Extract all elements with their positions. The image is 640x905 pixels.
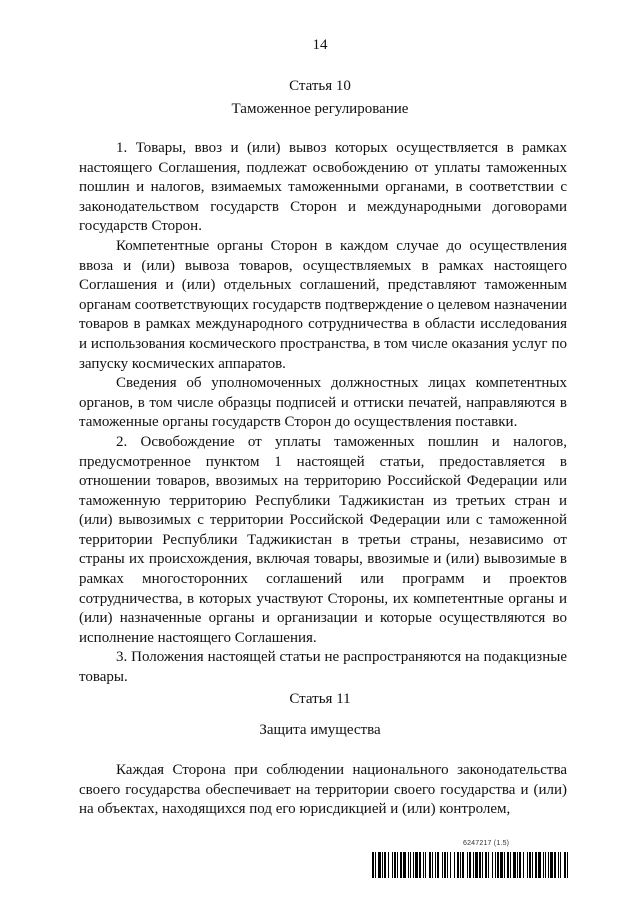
article-11-body <box>79 761 567 820</box>
article-10-body <box>79 139 567 688</box>
article-10-paragraph-5: 3. Положения настоящей статьи не распространяются на подакцизные товары. <box>79 649 567 686</box>
article-11-paragraph-1: Каждая Сторона при соблюдении национального законодательства своего государства обеспечивает на территории своего государства и (или) на объектах, находящихся под его юрисдикцией и (или) контролем, <box>79 762 567 818</box>
document-code: 6247217 (1.5) <box>463 840 510 847</box>
article-10-title: Статья 10 <box>289 78 351 94</box>
article-10-paragraph-1: 1. Товары, ввоз и (или) вывоз которых осуществляется в рамках настоящего Соглашения, подлежат освобождению от уплаты таможенных пошлин и налогов, взимаемых таможенными органами, в соответствии с законодательством государств Сторон и международными договорами государств Сторон. <box>79 140 567 235</box>
article-11-subtitle: Защита имущества <box>259 722 381 738</box>
article-10-paragraph-3: Сведения об уполномоченных должностных лицах компетентных органов, в том числе образцы подписей и оттиски печатей, направляются в таможенные органы государств Сторон до осуществления поставки. <box>79 375 567 431</box>
article-10-subtitle: Таможенное регулирование <box>231 101 409 117</box>
page-number: 14 <box>312 37 328 53</box>
article-10-paragraph-4: 2. Освобождение от уплаты таможенных пошлин и налогов, предусмотренное пунктом 1 настоящей статьи, предоставляется в отношении товаров, ввозимых на территорию Российской Федерации или таможенную территорию Республики Таджикистан из третьих стран и (или) вывозимых с территории Российской Федерации или с таможенной территории Республики Таджикистан в третьи страны, независимо от страны их происхождения, включая товары, ввозимые и (или) вывозимые в рамках многосторонних соглашений или программ и проектов сотрудничества, в которых участвуют Стороны, их компетентные органы и (или) назначенные органы и организации и которые осуществляются во исполнение настоящего Соглашения. <box>79 433 567 646</box>
article-11-title: Статья 11 <box>289 691 351 707</box>
barcode-image <box>372 852 568 878</box>
article-10-paragraph-2: Компетентные органы Сторон в каждом случае до осуществления ввоза и (или) вывоза товаров, осуществляемых в рамках настоящего Соглашения и (или) отдельных соглашений, представляют таможенным органам соответствующих государств подтверждение о целевом назначении товаров в рамках международного сотрудничества в области исследования и использования космического пространства, в том числе оказания услуг по запуску космических аппаратов. <box>79 237 568 372</box>
